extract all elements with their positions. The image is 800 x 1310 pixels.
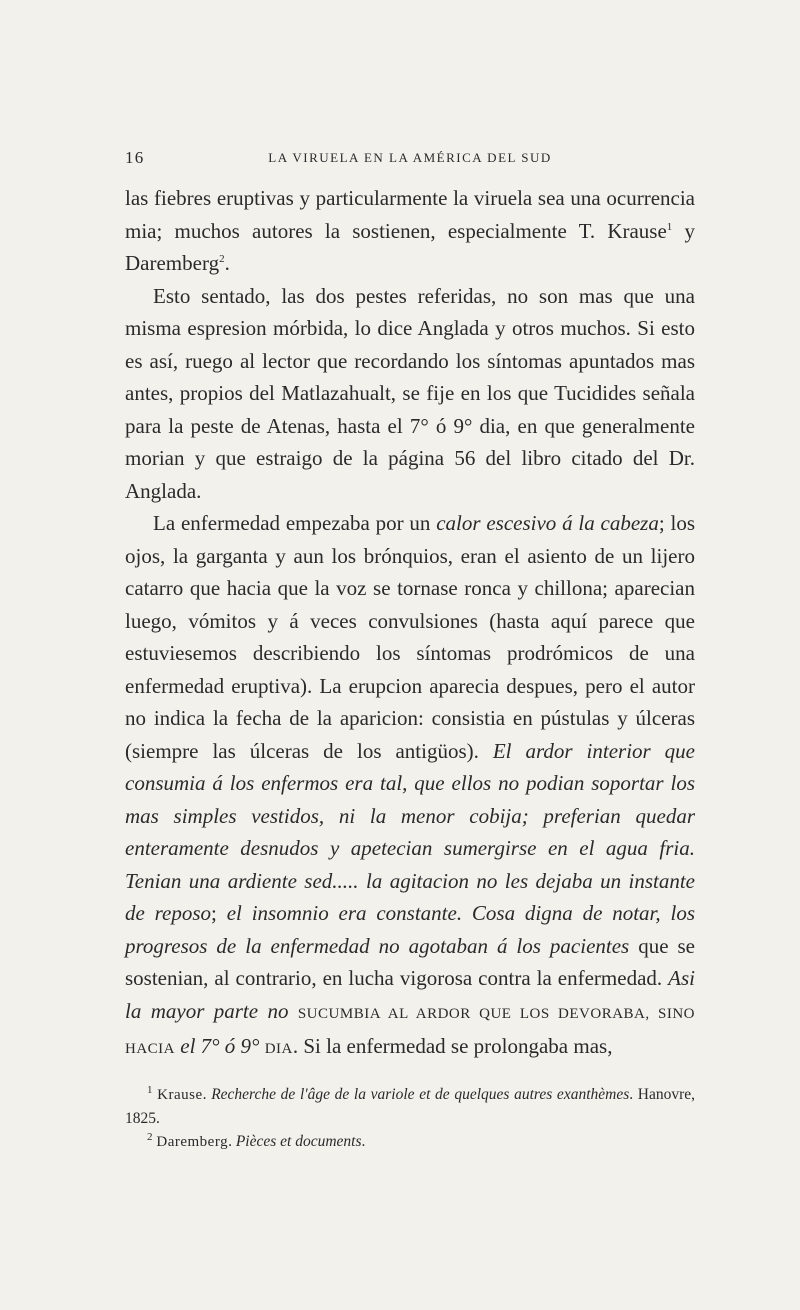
footnotes <box>125 1083 695 1154</box>
text-run: ; <box>211 901 227 925</box>
footnote-number: 2 <box>147 1130 153 1143</box>
running-title: LA VIRUELA EN LA AMÉRICA DEL SUD <box>268 150 552 165</box>
italic-run: Asi la mayor parte no <box>125 966 695 1023</box>
paragraph: Esto sentado, las dos pestes referidas, no son mas que una misma espresion mórbida, lo dice Anglada y otros muchos. Si esto es así, ruego al lector que recordando los síntomas apuntados mas antes, propios del Matlazahualt, se fije en los que Tucidides señala para la peste de Atenas, hasta el 7° ó 9° dia, en que generalmente morian y que estraigo de la página 56 del libro citado del Dr. Anglada. <box>125 283 695 503</box>
footnote-ref: 2 <box>219 253 225 265</box>
text-run: ; los ojos, la garganta y aun los brónquios, eran el asiento de un lijero catarro que hacia que la voz se tornase ronca y chillona; aparecian luego, vómitos y á veces convulsiones (hasta aquí parece que estuviesemos describiendo los síntomas prodrómicos de una enfermedad eruptiva). La erupcion aparecia despues, pero el autor no indica la fecha de la aparicion: consistia en pústulas y úlceras (siempre las úlceras de los antigüos). <box>125 511 696 763</box>
paragraph <box>125 507 695 1066</box>
text-run: y Daremberg <box>125 218 695 275</box>
small-caps-run: SUCUMBIA AL ARDOR QUE LOS DEVORABA, SINO HACIA <box>125 1005 696 1057</box>
italic-run: el 7° ó 9° <box>180 1034 260 1058</box>
footnote: $^2$ Daremberg. Pièces et documents. <box>147 1130 366 1150</box>
italic-run: el insomnio era constante. Cosa digna de notar, los progresos de la enfermedad no agotaban á los pacientes <box>125 901 695 958</box>
text-run: . Si la enfermedad se prolongaba mas, <box>292 1034 613 1058</box>
footnote: $^1$ Krause. Recherche de l'âge de la variole et de quelques autres exanthèmes. Hanovre, 1825. <box>125 1083 696 1127</box>
footnote-number: 1 <box>147 1083 153 1096</box>
italic-run: calor escesivo á la cabeza <box>436 511 659 535</box>
footnote-rest: . <box>361 1133 366 1150</box>
paragraph <box>125 182 695 280</box>
page-number: 16 <box>125 148 145 167</box>
text-run: . <box>224 251 230 275</box>
text-run <box>288 999 297 1023</box>
text-run: las fiebres eruptivas y particularmente la viruela sea una ocurrencia mia; muchos autores la sostienen, especialmente T. Krause <box>125 186 695 243</box>
small-caps-run: DIA <box>264 1041 293 1057</box>
footnote-title: Recherche de l'âge de la variole et de quelques autres exanthèmes <box>211 1086 630 1103</box>
text-run: que se sostenian, al contrario, en lucha vigorosa contra la enfermedad. <box>125 933 695 990</box>
footnote-rest: . Hanovre, 1825. <box>125 1086 696 1127</box>
footnote-author: Daremberg <box>156 1134 229 1150</box>
italic-run: El ardor interior que consumia á los enfermos era tal, que ellos no podian soportar los mas simples vestidos, ni la menor cobija; preferian quedar enteramente desnudos y apetecian sumergirse en el agua fria. Tenian una ardiente sed..... la agitacion no les dejaba un instante de reposo <box>125 738 696 925</box>
footnote-ref: 1 <box>666 220 673 233</box>
body-text <box>125 182 695 1066</box>
footnote-author: Krause <box>157 1087 203 1103</box>
text-run: La enfermedad empezaba por un <box>153 511 437 535</box>
footnote-title: Pièces et documents <box>235 1133 362 1150</box>
